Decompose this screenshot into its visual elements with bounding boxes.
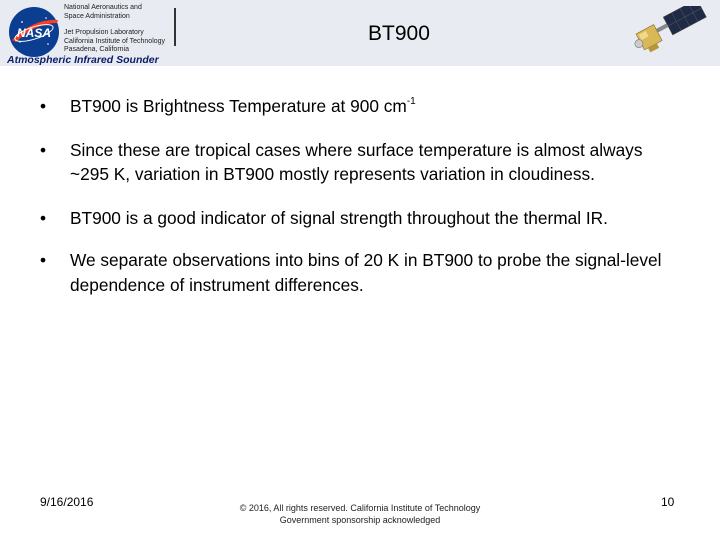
bullet-item xyxy=(40,94,680,119)
header-divider xyxy=(174,8,176,46)
agency-block xyxy=(64,4,165,55)
instrument-subtitle: Atmospheric Infrared Sounder xyxy=(7,54,159,66)
slide-title: BT900 xyxy=(368,22,430,45)
bullet-text: Since these are tropical cases where surface temperature is almost always ~295 K, variation in BT900 mostly represents variation in cloudiness. xyxy=(70,139,643,184)
bullet-text: BT900 is Brightness Temperature at 900 cm xyxy=(70,96,407,116)
nasa-logo-icon xyxy=(8,6,60,58)
footer-date: 9/16/2016 xyxy=(40,495,94,509)
satellite-icon xyxy=(628,6,712,62)
bullet-item xyxy=(40,206,680,231)
bullet-item xyxy=(40,138,680,187)
footer-copyright xyxy=(200,502,520,526)
bullet-dot: • xyxy=(40,207,47,228)
copyright-line-2: Government sponsorship acknowledged xyxy=(279,515,441,525)
agency-line-5: Pasadena, California xyxy=(64,46,129,54)
agency-line-4: California Institute of Technology xyxy=(64,37,166,45)
agency-line-2: Space Administration xyxy=(64,12,130,20)
bullet-superscript: -1 xyxy=(406,96,416,107)
bullet-dot: • xyxy=(40,139,47,160)
page-number: 10 xyxy=(661,495,675,509)
bullet-text: We separate observations into bins of 20 K in BT900 to probe the signal-level dependence of instrument differences. xyxy=(70,250,662,295)
agency-line-3: Jet Propulsion Laboratory xyxy=(64,29,144,37)
header-band xyxy=(0,0,720,66)
nasa-logo-text: NASA xyxy=(16,26,52,40)
bullet-text: BT900 is a good indicator of signal strength throughout the thermal IR. xyxy=(70,207,608,228)
agency-line-1: National Aeronautics and xyxy=(64,4,142,11)
copyright-line-1: © 2016, All rights reserved. California Institute of Technology xyxy=(239,503,481,513)
bullet-list xyxy=(40,94,680,297)
bullet-item xyxy=(40,248,680,297)
bullet-dot: • xyxy=(40,250,47,270)
bullet-dot: • xyxy=(40,96,47,116)
